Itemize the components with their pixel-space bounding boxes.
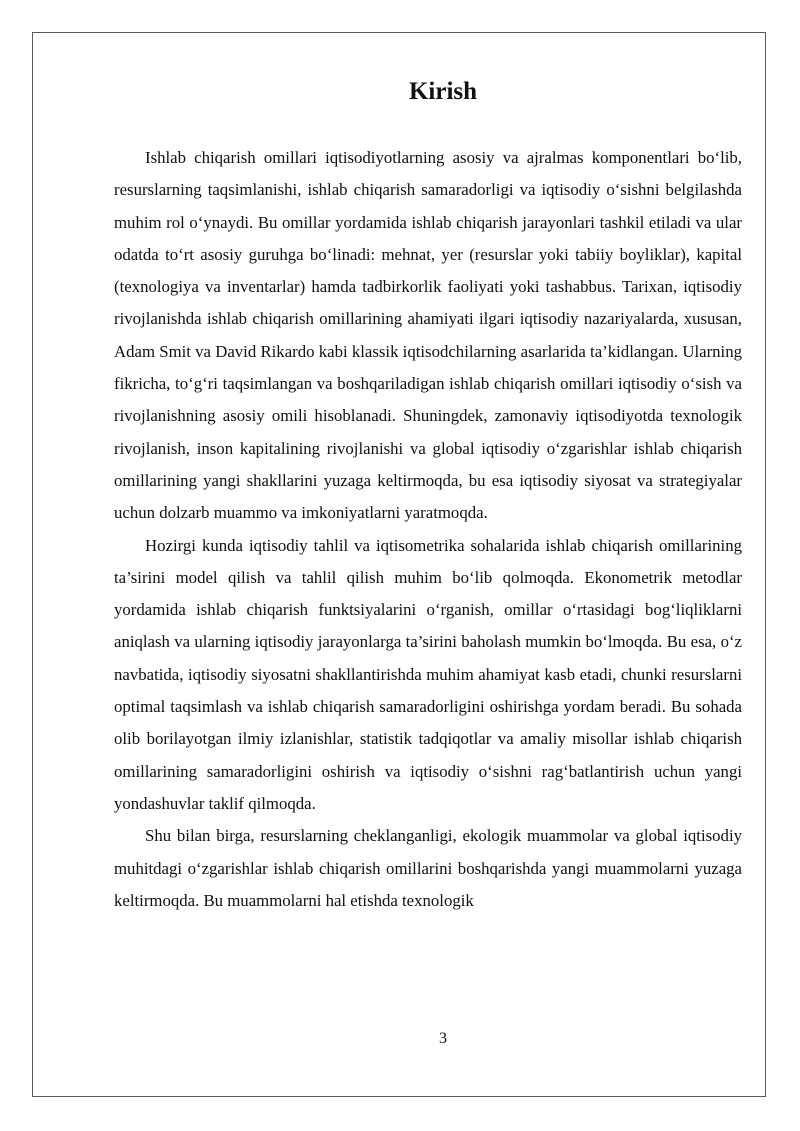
page-number: 3: [439, 1030, 447, 1047]
paragraph-3: Shu bilan birga, resurslarning cheklanganligi, ekologik muammolar va global iqtisodiy muhitdagi o‘zgarishlar ishlab chiqarish omillarini boshqarishda yangi muammolarni yuzaga keltirmoqda. Bu muammolarni hal etishda texnologik: [114, 826, 742, 910]
page-content: [114, 70, 742, 917]
page-title: Kirish: [408, 78, 478, 105]
paragraph-2: Hozirgi kunda iqtisodiy tahlil va iqtisometrika sohalarida ishlab chiqarish omillarining ta’sirini model qilish va tahlil qilish muhim bo‘lib qolmoqda. Ekonometrik metodlar yordamida ishlab chiqarish funktsiyalarini o‘rganish, omillar o‘rtasidagi bog‘liqliklarni aniqlash va ularning iqtisodiy jarayonlarga ta’sirini baholash mumkin bo‘lmoqda. Bu esa, o‘z navbatida, iqtisodiy siyosatni shakllantirishda muhim ahamiyat kasb etadi, chunki resurslarni optimal taqsimlash va ishlab chiqarish samaradorligini oshirishga yordam beradi. Bu sohada olib borilayotgan ilmiy izlanishlar, statistik tadqiqotlar va amaliy misollar ishlab chiqarish omillarining samaradorligini oshirish va iqtisodiy o‘sishni rag‘batlantirish uchun yangi yondashuvlar taklif qilmoqda.: [114, 535, 742, 813]
paragraph-1: Ishlab chiqarish omillari iqtisodiyotlarning asosiy va ajralmas komponentlari bo‘lib, resurslarning taqsimlanishi, ishlab chiqarish samaradorligi va iqtisodiy o‘sishni belgilashda muhim rol o‘ynaydi. Bu omillar yordamida ishlab chiqarish jarayonlari tashkil etiladi va ular odatda to‘rt asosiy guruhga bo‘linadi: mehnat, yer (resurslar yoki tabiiy boyliklar), kapital (texnologiya va inventarlar) hamda tadbirkorlik faoliyati yoki tashabbus. Tarixan, iqtisodiy rivojlanishda ishlab chiqarish omillarining ahamiyati ilgari iqtisodiy nazariyalarda, xususan, Adam Smit va David Rikardo kabi klassik iqtisodchilarning asarlarida ta’kidlangan. Ularning fikricha, to‘g‘ri taqsimlangan va boshqariladigan ishlab chiqarish omillari iqtisodiy o‘sish va rivojlanishning asosiy omili hisoblanadi. Shuningdek, zamonaviy iqtisodiyotda texnologik rivojlanish, inson kapitalining rivojlanishi va global iqtisodiy o‘zgarishlar ishlab chiqarish omillarining yangi shakllarini yuzaga keltirmoqda, bu esa iqtisodiy siyosat va strategiyalar uchun dolzarb muammo va imkoniyatlarni yaratmoqda.: [114, 148, 742, 523]
body-text: [114, 142, 742, 917]
